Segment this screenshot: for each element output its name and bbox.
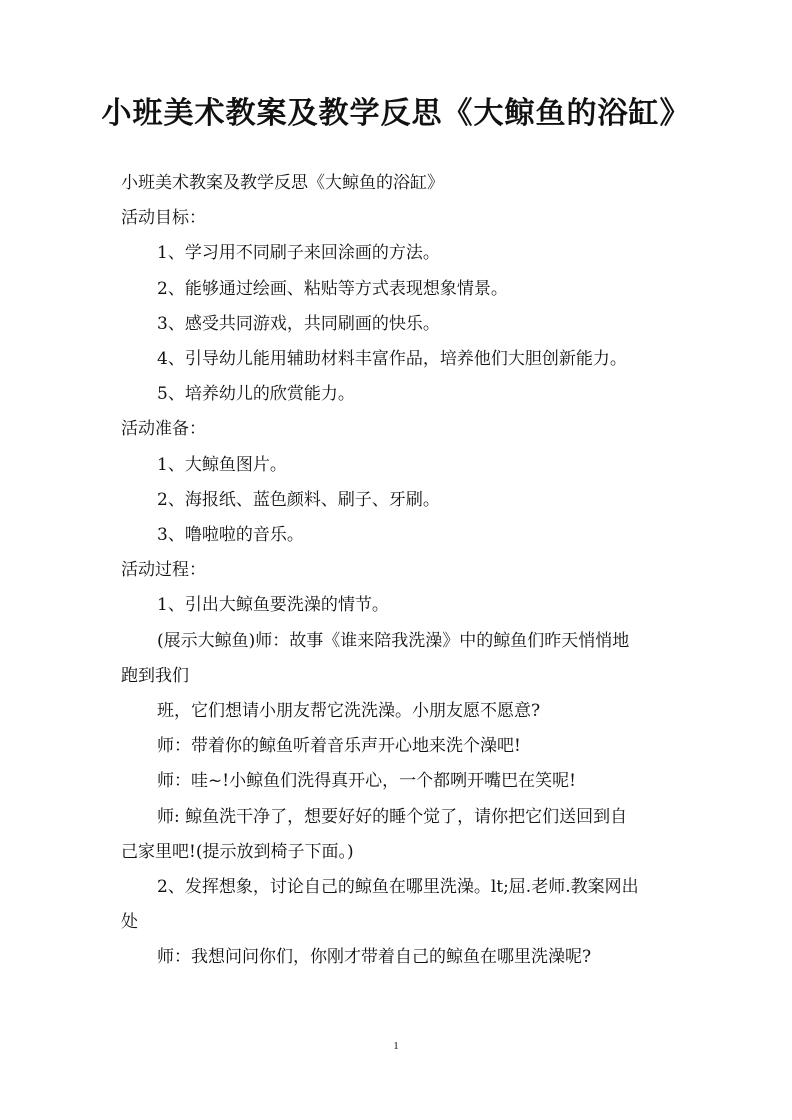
paragraph: 处: [121, 912, 138, 933]
paragraph: 小班美术教案及教学反思《大鲸鱼的浴缸》: [121, 173, 444, 193]
page-number: 1: [393, 1040, 399, 1052]
paragraph: 师：哇~!小鲸鱼们洗得真开心，一个都咧开嘴巴在笑呢!: [157, 771, 576, 792]
paragraph: 2、海报纸、蓝色颜料、刷子、牙刷。: [157, 489, 440, 510]
paragraph: 活动目标：: [121, 208, 206, 229]
paragraph: 1、学习用不同刷子来回涂画的方法。: [157, 243, 440, 264]
paragraph: 活动准备：: [121, 419, 206, 440]
paragraph: 班，它们想请小朋友帮它洗洗澡。小朋友愿不愿意?: [157, 701, 541, 722]
document-title: 小班美术教案及教学反思《大鲸鱼的浴缸》: [101, 96, 691, 131]
paragraph: 1、大鲸鱼图片。: [157, 454, 287, 475]
paragraph: 跑到我们: [121, 665, 189, 686]
paragraph: 5、培养幼儿的欣赏能力。: [157, 384, 355, 405]
paragraph: 师：带着你的鲸鱼听着音乐声开心地来洗个澡吧!: [157, 736, 521, 757]
paragraph: (展示大鲸鱼)师：故事《谁来陪我洗澡》中的鲸鱼们昨天悄悄地: [157, 630, 630, 651]
paragraph: 师: 鲸鱼洗干净了，想要好好的睡个觉了，请你把它们送回到自: [157, 806, 628, 827]
paragraph: 活动过程：: [121, 560, 206, 581]
paragraph: 1、引出大鲸鱼要洗澡的情节。: [157, 595, 389, 616]
paragraph: 己家里吧!(提示放到椅子下面。): [121, 841, 354, 862]
paragraph: 4、引导幼儿能用辅助材料丰富作品，培养他们大胆创新能力。: [157, 349, 627, 370]
document-body: [121, 166, 681, 976]
paragraph: 3、感受共同游戏，共同刷画的快乐。: [157, 313, 440, 334]
paragraph: 2、发挥想象，讨论自己的鲸鱼在哪里洗澡。lt;屈.老师.教案网出: [157, 877, 639, 898]
paragraph: 3、噜啦啦的音乐。: [157, 525, 304, 546]
paragraph: 师：我想问问你们，你刚才带着自己的鲸鱼在哪里洗澡呢?: [157, 947, 592, 968]
paragraph: 2、能够通过绘画、粘贴等方式表现想象情景。: [157, 278, 508, 299]
